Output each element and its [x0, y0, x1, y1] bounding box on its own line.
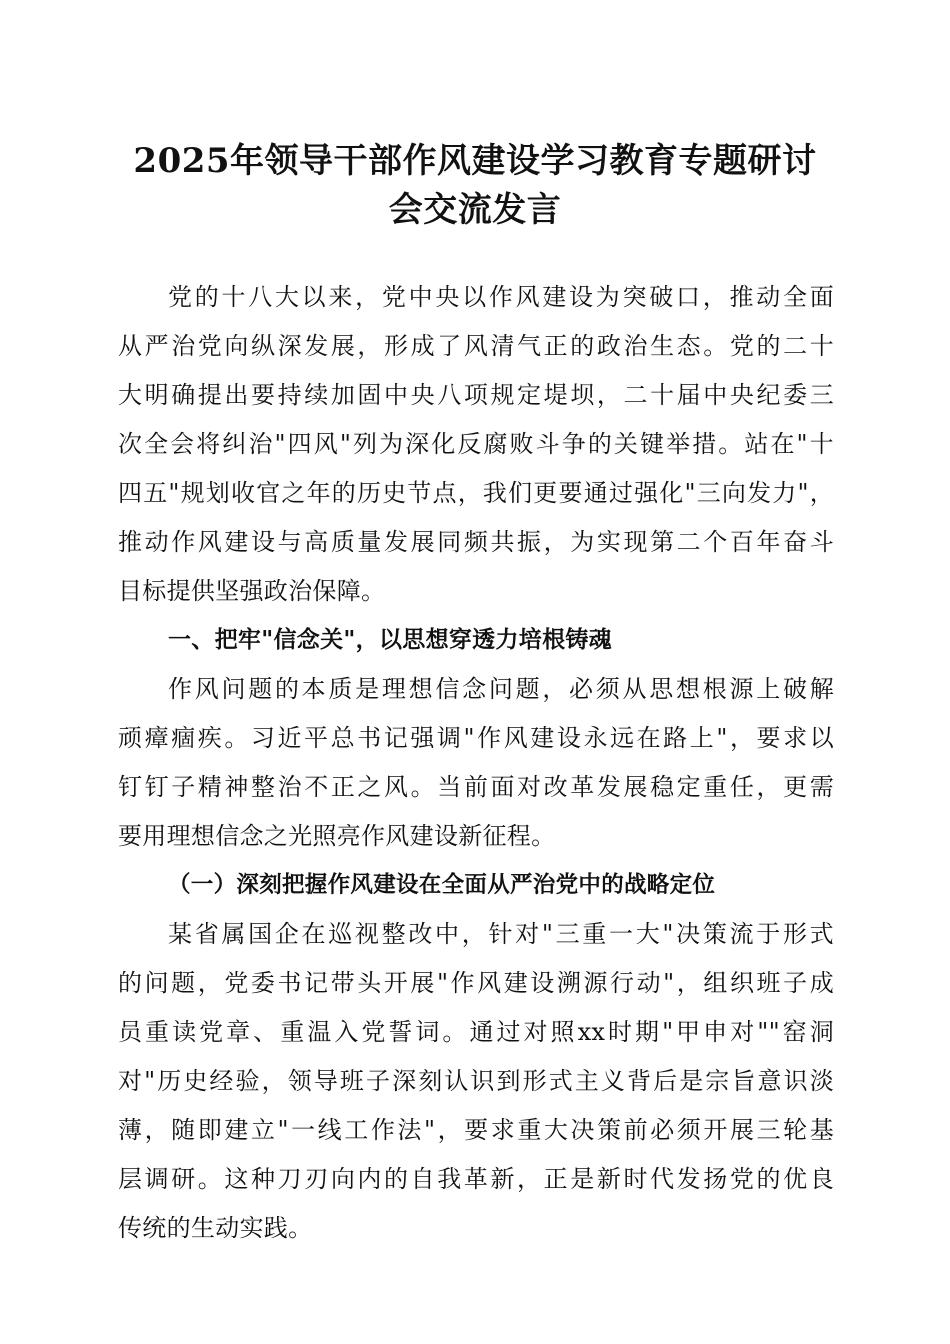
- document-body: [118, 273, 834, 1253]
- paragraph-line: 从严治党向纵深发展，形成了风清气正的政治生态。党的二十: [118, 332, 834, 360]
- paragraph-line: 次全会将纠治"四风"列为深化反腐败斗争的关键举措。站在"十: [118, 430, 834, 458]
- paragraph-line: 层调研。这种刀刃向内的自我革新，正是新时代发扬党的优良: [118, 1165, 834, 1193]
- paragraph-line: 党的十八大以来，党中央以作风建设为突破口，推动全面: [168, 283, 834, 311]
- paragraph-line: 要用理想信念之光照亮作风建设新征程。: [118, 822, 556, 850]
- subsection1-paragraph: [118, 910, 834, 1253]
- subsection-heading: （一）深刻把握作风建设在全面从严治党中的战略定位: [168, 872, 716, 898]
- paragraph-line: 目标提供坚强政治保障。: [118, 577, 386, 605]
- paragraph-line: 推动作风建设与高质量发展同频共振，为实现第二个百年奋斗: [118, 528, 834, 556]
- paragraph-line: 对"历史经验，领导班子深刻认识到形式主义背后是宗旨意识淡: [118, 1067, 834, 1095]
- paragraph-line: 钉钉子精神整治不正之风。当前面对改革发展稳定重任，更需: [118, 773, 834, 801]
- paragraph-line: 员重读党章、重温入党誓词。通过对照xx时期"甲申对""窑洞: [118, 1018, 834, 1046]
- paragraph-line: 作风问题的本质是理想信念问题，必须从思想根源上破解: [168, 675, 834, 703]
- paragraph-line: 某省属国企在巡视整改中，针对"三重一大"决策流于形式: [168, 920, 834, 948]
- paragraph-line: 薄，随即建立"一线工作法"，要求重大决策前必须开展三轮基: [118, 1116, 834, 1144]
- paragraph-line: 四五"规划收官之年的历史节点，我们更要通过强化"三向发力"，: [118, 479, 834, 507]
- section1-paragraph: [118, 665, 834, 861]
- document-title-line-2: 会交流发言: [388, 190, 562, 230]
- paragraph-line: 大明确提出要持续加固中央八项规定堤坝，二十届中央纪委三: [118, 381, 834, 409]
- intro-paragraph: [118, 273, 834, 616]
- paragraph-line: 顽瘴痼疾。习近平总书记强调"作风建设永远在路上"，要求以: [118, 724, 834, 752]
- document-title-line-1: 2025年领导干部作风建设学习教育专题研讨: [133, 141, 817, 181]
- paragraph-line: 传统的生动实践。: [118, 1214, 313, 1242]
- section-heading: 一、把牢"信念关"，以思想穿透力培根铸魂: [168, 627, 612, 653]
- paragraph-line: 的问题，党委书记带头开展"作风建设溯源行动"，组织班子成: [118, 969, 834, 997]
